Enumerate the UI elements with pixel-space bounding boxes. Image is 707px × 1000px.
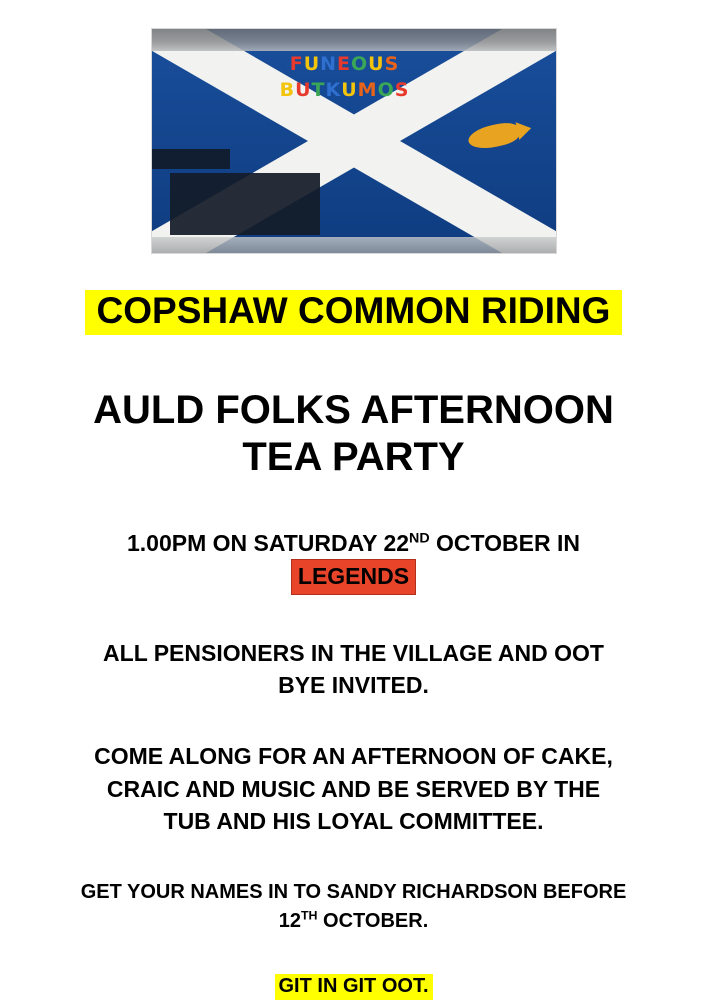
banner-letter: U [303, 53, 321, 75]
footer-slogan-wrap [34, 974, 674, 1000]
banner-letter: B [279, 79, 296, 101]
event-venue-line [34, 559, 674, 595]
banner-letter: U [341, 79, 358, 101]
event-datetime-line [34, 528, 674, 559]
banner-letter: E [337, 53, 352, 75]
event-time-date: 1.00PM ON SATURDAY 22 [126, 529, 410, 556]
photo-dark-panel [170, 173, 320, 235]
photo-top-edge [152, 29, 556, 51]
description-line-1: COME ALONG FOR AN AFTERNOON OF CAKE, [94, 743, 613, 770]
rsvp-deadline-day: 12 [278, 910, 301, 932]
rsvp-ordinal: TH [300, 908, 318, 923]
rsvp-line-1: GET YOUR NAMES IN TO SANDY RICHARDSON BEFORE [80, 881, 627, 903]
saltire-flag-photo [151, 28, 557, 254]
invitation-text [34, 637, 674, 702]
footer-slogan: GIT IN GIT OOT. [275, 974, 433, 1000]
event-heading-line-1: AULD FOLKS AFTERNOON [93, 388, 614, 433]
banner-letter: N [320, 53, 338, 75]
photo-bottom-edge [152, 237, 556, 253]
invitation-line-1: ALL PENSIONERS IN THE VILLAGE AND OOT [103, 639, 604, 666]
banner-letter: U [295, 79, 312, 101]
description-text [34, 740, 674, 838]
banner-letter: T [311, 79, 326, 101]
banner-letter: O [351, 53, 369, 75]
description-line-2: CRAIC AND MUSIC AND BE SERVED BY THE [106, 775, 601, 802]
venue-name: LEGENDS [291, 559, 416, 595]
description-line-3: TUB AND HIS LOYAL COMMITTEE. [163, 808, 544, 835]
banner-letter: K [325, 79, 342, 101]
rsvp-deadline-month: OCTOBER. [317, 910, 429, 932]
event-month: OCTOBER IN [429, 529, 581, 556]
photo-left-dark-bar [152, 149, 230, 169]
banner-letter: S [384, 53, 400, 75]
page-title: COPSHAW COMMON RIDING [85, 290, 623, 335]
rsvp-line-2 [34, 907, 674, 936]
banner-letter: S [394, 79, 410, 101]
event-heading [34, 387, 674, 481]
banner-letter: U [368, 53, 385, 75]
banner-letter: F [289, 53, 304, 75]
banner-letter: M [357, 79, 378, 101]
event-heading-line-2: TEA PARTY [242, 435, 465, 480]
banner-lettering [230, 51, 460, 103]
invitation-line-2: BYE INVITED. [278, 672, 429, 699]
banner-letter: O [377, 79, 395, 101]
event-datetime [34, 528, 674, 595]
rsvp-text [34, 878, 674, 936]
date-ordinal: ND [409, 529, 430, 546]
